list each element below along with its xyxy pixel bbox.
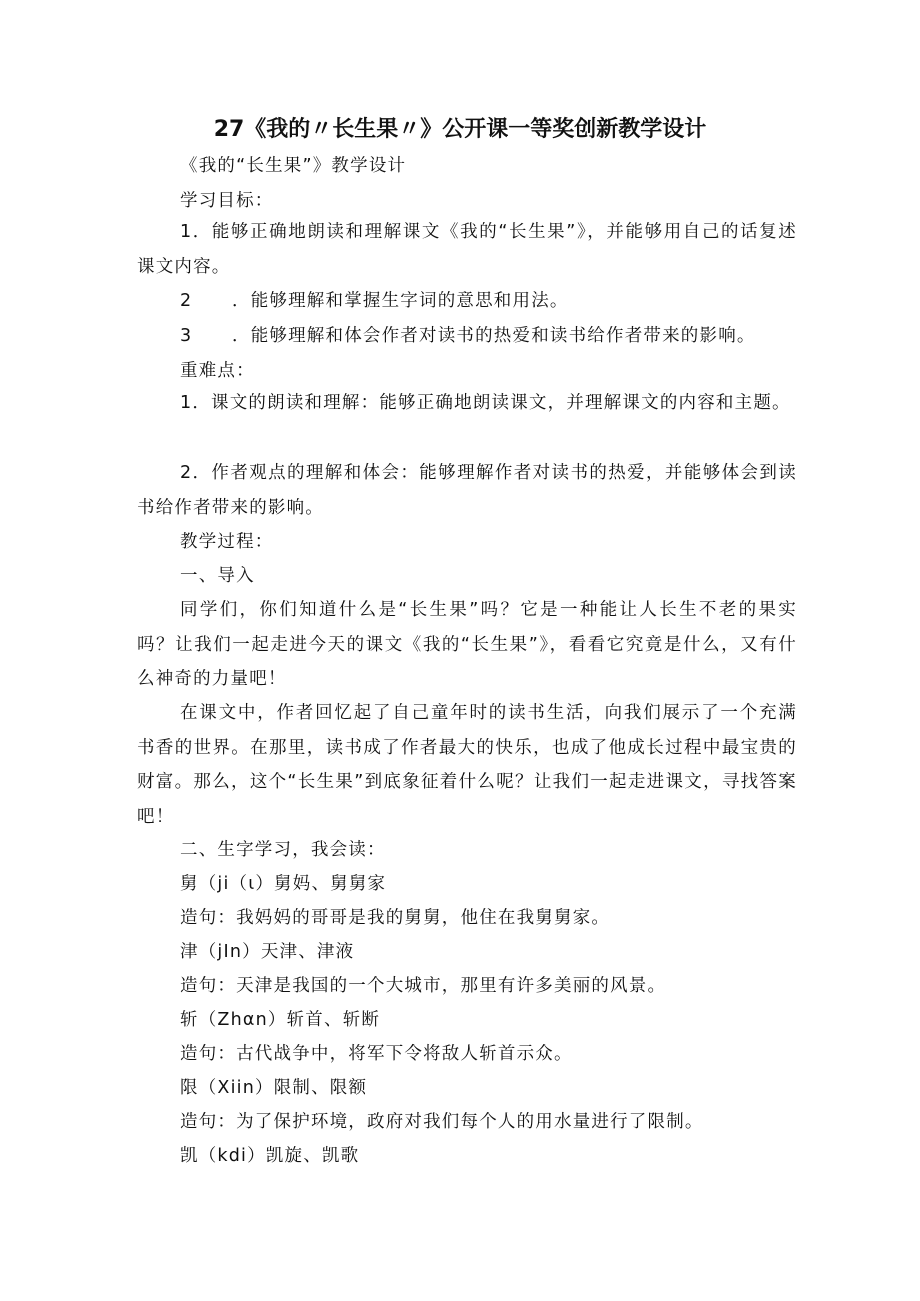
objective-item-2 (180, 290, 569, 312)
key-points-heading: 重难点： (180, 361, 255, 381)
subtitle: 《我的“长生果”》教学设计 (180, 156, 407, 176)
key-point-item-2: 2．作者观点的理解和体会：能够理解作者对读书的热爱，并能够体会到读书给作者带来的影响。 (137, 463, 797, 518)
objective-number-2: 2 (180, 291, 193, 311)
objective-text-3: ．能够理解和体会作者对读书的热爱和读书给作者带来的影响。 (232, 326, 756, 346)
vocab-line: 造句：天津是我国的一个大城市，那里有许多美丽的风景。 (180, 976, 667, 996)
objective-item-1: 1．能够正确地朗读和理解课文《我的“长生果”》，并能够用自己的话复述课文内容。 (137, 222, 797, 277)
vocab-line: 舅（ji（ι）舅妈、舅舅家 (180, 874, 387, 894)
vocab-line: 造句：我妈妈的哥哥是我的舅舅，他住在我舅舅家。 (180, 908, 611, 928)
objective-number-3: 3 (180, 326, 193, 346)
intro-paragraph-2: 在课文中，作者回忆起了自己童年时的读书生活，向我们展示了一个充满书香的世界。在那里，读书成了作者最大的快乐，也成了他成长过程中最宝贵的财富。那么，这个“长生果”到底象征着什么呢？让我们一起走进课文，寻找答案吧！ (137, 703, 797, 827)
vocab-line: 造句：古代战争中，将军下令将敌人斩首示众。 (180, 1044, 573, 1064)
vocab-line: 斩（Zhαn）斩首、斩断 (180, 1010, 381, 1030)
vocab-line: 凯（kdi）凯旋、凯歌 (180, 1146, 360, 1166)
objective-item-3 (180, 325, 756, 347)
section2-heading: 二、生字学习，我会读： (180, 840, 386, 860)
intro-paragraph-1: 同学们，你们知道什么是“长生果”吗？它是一种能让人长生不老的果实吗？让我们一起走进今天的课文《我的“长生果”》，看看它究竟是什么，又有什么神奇的力量吧！ (137, 600, 797, 689)
vocab-line: 造句：为了保护环境，政府对我们每个人的用水量进行了限制。 (180, 1112, 704, 1132)
objectives-heading: 学习目标： (180, 191, 274, 211)
vocab-line: 津（jIn）天津、津液 (180, 942, 355, 962)
document-title: 27《我的〃长生果〃》公开课一等奖创新教学设计 (213, 117, 707, 142)
key-point-item-1: 1．课文的朗读和理解：能够正确地朗读课文，并理解课文的内容和主题。 (180, 393, 791, 413)
process-heading: 教学过程： (180, 532, 274, 552)
objective-text-2: ．能够理解和掌握生字词的意思和用法。 (232, 291, 569, 311)
vocab-line: 限（Xiin）限制、限额 (180, 1078, 368, 1098)
section1-heading: 一、导入 (180, 566, 255, 586)
